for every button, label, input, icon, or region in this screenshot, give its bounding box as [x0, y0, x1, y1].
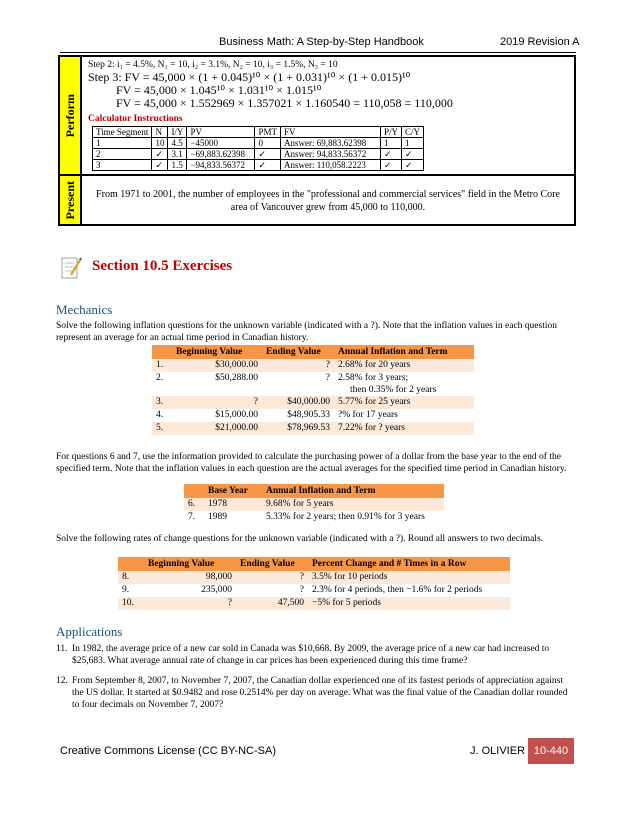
calc-header: Time Segment — [93, 127, 152, 138]
table-header-row — [152, 345, 474, 359]
calc-header: I/Y — [168, 127, 187, 138]
calc-row — [93, 149, 424, 160]
calc-cell: ✓ — [380, 160, 401, 171]
table-row — [152, 409, 474, 422]
perform-row — [60, 57, 574, 176]
table-cell: 2. — [152, 372, 172, 396]
table-cell: 235,000 — [144, 584, 236, 597]
table-cell: −5% for 5 periods — [308, 597, 510, 610]
table-cell: 47,500 — [236, 597, 308, 610]
table-cell: 5. — [152, 422, 172, 435]
table-cell: $40,000.00 — [262, 396, 334, 409]
step-3-eq-1: Step 3: FV = 45,000 × (1 + 0.045)¹⁰ × (1 + 0.031)¹⁰ × (1 + 0.015)¹⁰ — [88, 70, 411, 84]
question-11 — [56, 643, 576, 667]
calc-cell: Answer: 110,058.2223 — [280, 160, 380, 171]
calc-cell: 3 — [93, 160, 152, 171]
present-line-2: area of Vancouver grew from 45,000 to 110,000. — [230, 202, 426, 213]
table-cell: 10. — [118, 597, 144, 610]
present-row — [60, 176, 574, 224]
calc-cell: ✓ — [401, 160, 423, 171]
calc-cell: 1.5 — [168, 160, 187, 171]
table-cell: 3.5% for 10 periods — [308, 571, 510, 584]
perform-side-label: Perform — [60, 57, 82, 174]
notepad-pencil-icon — [60, 255, 82, 281]
step-3-eq-3: FV = 45,000 × 1.552969 × 1.357021 × 1.160540 = 110,058 = 110,000 — [116, 96, 453, 110]
step-3-eq-2: FV = 45,000 × 1.045¹⁰ × 1.031¹⁰ × 1.015¹⁰ — [116, 83, 322, 97]
table-row — [118, 571, 510, 584]
calc-cell: Answer: 94,833.56372 — [280, 149, 380, 160]
solution-box — [58, 55, 576, 226]
table-header: Percent Change and # Times in a Row — [308, 557, 510, 571]
table-cell: 8. — [118, 571, 144, 584]
table-cell: ?% for 17 years — [334, 409, 474, 422]
table-row — [152, 372, 474, 396]
table-header: Annual Inflation and Term — [334, 345, 474, 359]
inflation-table — [152, 345, 474, 435]
calc-cell: ✓ — [152, 149, 168, 160]
author-footer: J. OLIVIER — [470, 745, 526, 757]
calc-row — [93, 138, 424, 149]
question-number: 12. — [56, 676, 68, 686]
question-text: In 1982, the average price of a new car sold in Canada was $10,668. By 2009, the average price of a new car had increased to $25,683. What average annual rate of change in car prices has been experienced during this time frame? — [72, 644, 550, 666]
table-row — [184, 498, 444, 511]
applications-heading: Applications — [56, 624, 123, 639]
table-header — [152, 345, 172, 359]
question-number: 11. — [56, 644, 68, 654]
calc-cell: ✓ — [255, 160, 281, 171]
table-cell: ? — [262, 359, 334, 372]
table-cell: $78,969.53 — [262, 422, 334, 435]
calc-cell: 10 — [152, 138, 168, 149]
table-cell: $30,000.00 — [172, 359, 262, 372]
table-cell: 1989 — [204, 511, 262, 524]
table-cell-line: 2.58% for 3 years; — [338, 373, 409, 383]
table-row — [118, 584, 510, 597]
calculator-table — [92, 126, 424, 171]
table-cell: 9. — [118, 584, 144, 597]
calculator-instructions-title: Calculator Instructions — [88, 114, 183, 124]
calc-cell: 1 — [93, 138, 152, 149]
table-cell: ? — [262, 372, 334, 396]
calc-cell: 2 — [93, 149, 152, 160]
calc-cell: 1 — [401, 138, 423, 149]
calc-cell: −94,833.56372 — [187, 160, 255, 171]
mechanics-intro: Solve the following inflation questions for the unknown variable (indicated with a ?). Note that the inflation values in each question represent an average for an actual time period in Canadian history. — [56, 321, 557, 343]
table-row — [184, 511, 444, 524]
table-cell: $15,000.00 — [172, 409, 262, 422]
header-rule — [60, 52, 576, 53]
present-body — [82, 176, 574, 224]
question-12 — [56, 675, 576, 711]
rate-of-change-intro: Solve the following rates of change questions for the unknown variable (indicated with a ?). Round all answers to two decimals. — [56, 534, 544, 544]
table-row — [118, 597, 510, 610]
revision-label: 2019 Revision A — [500, 36, 580, 48]
license-footer: Creative Commons License (CC BY-NC-SA) — [60, 745, 276, 757]
table-row — [152, 422, 474, 435]
book-title: Business Math: A Step-by-Step Handbook — [219, 36, 424, 48]
table-cell: 2.68% for 20 years — [334, 359, 474, 372]
table-header-row — [184, 484, 444, 498]
table-cell: ? — [144, 597, 236, 610]
present-line-1: From 1971 to 2001, the number of employees in the "professional and commercial services" field in the Metro Core — [96, 189, 560, 200]
step-2: Step 2: i₁ = 4.5%, N₁ = 10, i₂ = 3.1%, N₂ = 10, i₃ = 1.5%, N₃ = 10 — [88, 60, 338, 70]
purchasing-power-intro: For questions 6 and 7, use the information provided to calculate the purchasing power of a dollar from the base year to the end of the specified term. Note that the inflation values in each question are the actual averages for the specified time period in Canadian history. — [56, 452, 567, 474]
table-header: Annual Inflation and Term — [262, 484, 444, 498]
table-cell: 7. — [184, 511, 204, 524]
calc-cell: ✓ — [152, 160, 168, 171]
table-cell: $21,000.00 — [172, 422, 262, 435]
perform-body — [82, 57, 574, 174]
table-cell: ? — [172, 396, 262, 409]
purchasing-power-table — [184, 484, 444, 524]
calc-row — [93, 160, 424, 171]
table-cell: 5.77% for 25 years — [334, 396, 474, 409]
question-text: From September 8, 2007, to November 7, 2007, the Canadian dollar experienced one of its fastest periods of appreciation against the US dollar. It started at $0.9482 and rose 0.2514% per day on average. What was the final value of the Canadian dollar rounded to four decimals on November 7, 2007? — [72, 676, 568, 710]
calc-header: PMT — [255, 127, 281, 138]
table-row — [152, 359, 474, 372]
table-cell: 98,000 — [144, 571, 236, 584]
table-header: Ending Value — [236, 557, 308, 571]
table-cell-line: then 0.35% for 2 years — [350, 385, 437, 395]
present-side-label: Present — [60, 176, 82, 224]
table-cell: ? — [236, 584, 308, 597]
table-cell: 2.3% for 4 periods, then −1.6% for 2 periods — [308, 584, 510, 597]
table-cell: 4. — [152, 409, 172, 422]
calc-cell: 0 — [255, 138, 281, 149]
table-row — [152, 396, 474, 409]
table-header: Ending Value — [262, 345, 334, 359]
rate-of-change-table — [118, 557, 510, 610]
table-header-row — [118, 557, 510, 571]
table-cell — [334, 372, 474, 396]
table-cell: 6. — [184, 498, 204, 511]
table-cell: 5.33% for 2 years; then 0.91% for 3 years — [262, 511, 444, 524]
table-header: Beginning Value — [144, 557, 236, 571]
section-title: Section 10.5 Exercises — [92, 258, 233, 274]
calc-cell: ✓ — [401, 149, 423, 160]
table-cell: 3. — [152, 396, 172, 409]
calc-cell: 3.1 — [168, 149, 187, 160]
calc-cell: ✓ — [255, 149, 281, 160]
page-number-badge: 10-440 — [528, 738, 574, 764]
table-header: Beginning Value — [172, 345, 262, 359]
table-header — [184, 484, 204, 498]
table-cell: ? — [236, 571, 308, 584]
calc-cell: ✓ — [380, 149, 401, 160]
calc-header-row — [93, 127, 424, 138]
calc-header: C/Y — [401, 127, 423, 138]
table-cell: 7.22% for ? years — [334, 422, 474, 435]
table-cell: 1978 — [204, 498, 262, 511]
table-header — [118, 557, 144, 571]
calc-cell: 4.5 — [168, 138, 187, 149]
calc-cell: −45000 — [187, 138, 255, 149]
table-header: Base Year — [204, 484, 262, 498]
table-cell: 1. — [152, 359, 172, 372]
calc-cell: Answer: 69,883.62398 — [280, 138, 380, 149]
calc-header: P/Y — [380, 127, 401, 138]
calc-header: N — [152, 127, 168, 138]
table-cell: $48,905.33 — [262, 409, 334, 422]
calc-cell: −69,883.62398 — [187, 149, 255, 160]
calc-header: PV — [187, 127, 255, 138]
table-cell: $50,288.00 — [172, 372, 262, 396]
mechanics-heading: Mechanics — [56, 302, 113, 317]
table-cell: 9.68% for 5 years — [262, 498, 444, 511]
calc-header: FV — [280, 127, 380, 138]
calc-cell: 1 — [380, 138, 401, 149]
